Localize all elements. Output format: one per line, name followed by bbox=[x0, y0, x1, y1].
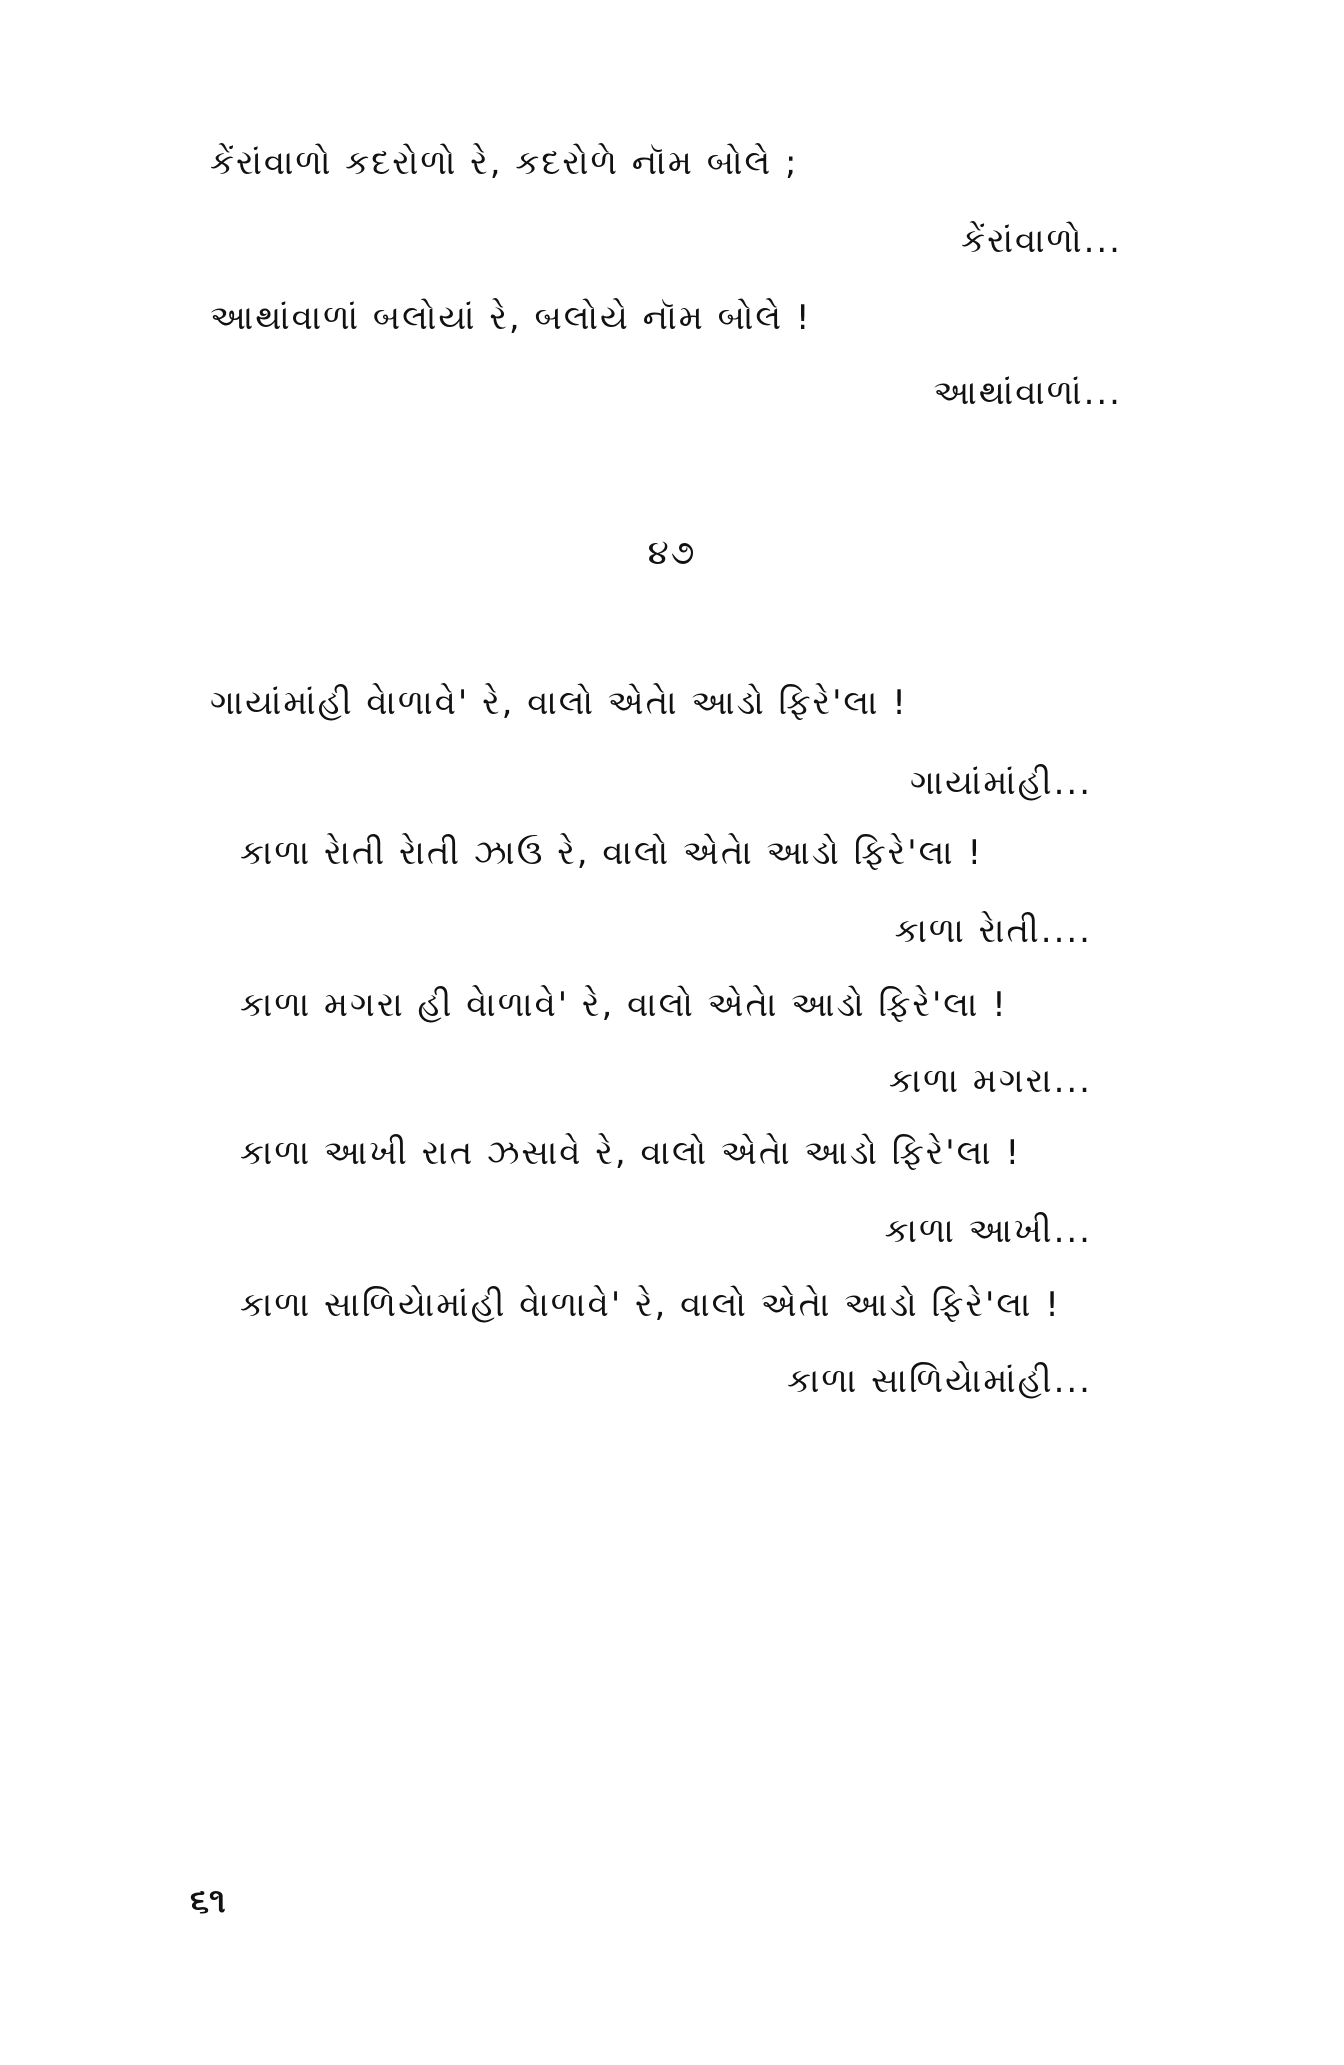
refrain-line: કાળા આખી... bbox=[884, 1211, 1092, 1251]
verse-line: આથાંવાળાં બલોયાં રે, બલોયે નૉમ બોલે ! bbox=[210, 298, 812, 338]
page-number: ૬૧ bbox=[190, 1881, 226, 1921]
verse-line: કાળા રેાતી રેાતી ઝાઉ રે, વાલો એતેા આડો ફિરે'લા ! bbox=[240, 833, 984, 873]
song-number: ૪૭ bbox=[647, 533, 697, 573]
refrain-line: કાળા મગરા... bbox=[888, 1061, 1092, 1101]
verse-line: કાળા સાળિયેામાંહી વેાળાવે' રે, વાલો એતેા આડો ફિરે'લા ! bbox=[240, 1285, 1061, 1325]
refrain-line: આથાંવાળાં... bbox=[933, 373, 1122, 413]
refrain-line: કાળા સાળિયેામાંહી... bbox=[787, 1361, 1092, 1401]
verse-line: ગાયાંમાંહી વેાળાવે' રે, વાલો એતેા આડો ફિરે'લા ! bbox=[210, 683, 908, 723]
refrain-line: કેંરાંવાળો... bbox=[961, 221, 1122, 261]
refrain-line: ગાયાંમાંહી... bbox=[910, 763, 1092, 803]
verse-line: કેંરાંવાળો કદરોળો રે, કદરોળે નૉમ બોલે ; bbox=[210, 143, 799, 183]
refrain-line: કાળા રેાતી.... bbox=[894, 911, 1092, 951]
verse-line: કાળા આખી રાત ઝસાવે રે, વાલો એતેા આડો ફિરે'લા ! bbox=[240, 1133, 1022, 1173]
verse-line: કાળા મગરા હી વેાળાવે' રે, વાલો એતેા આડો ફિરે'લા ! bbox=[240, 985, 1008, 1025]
